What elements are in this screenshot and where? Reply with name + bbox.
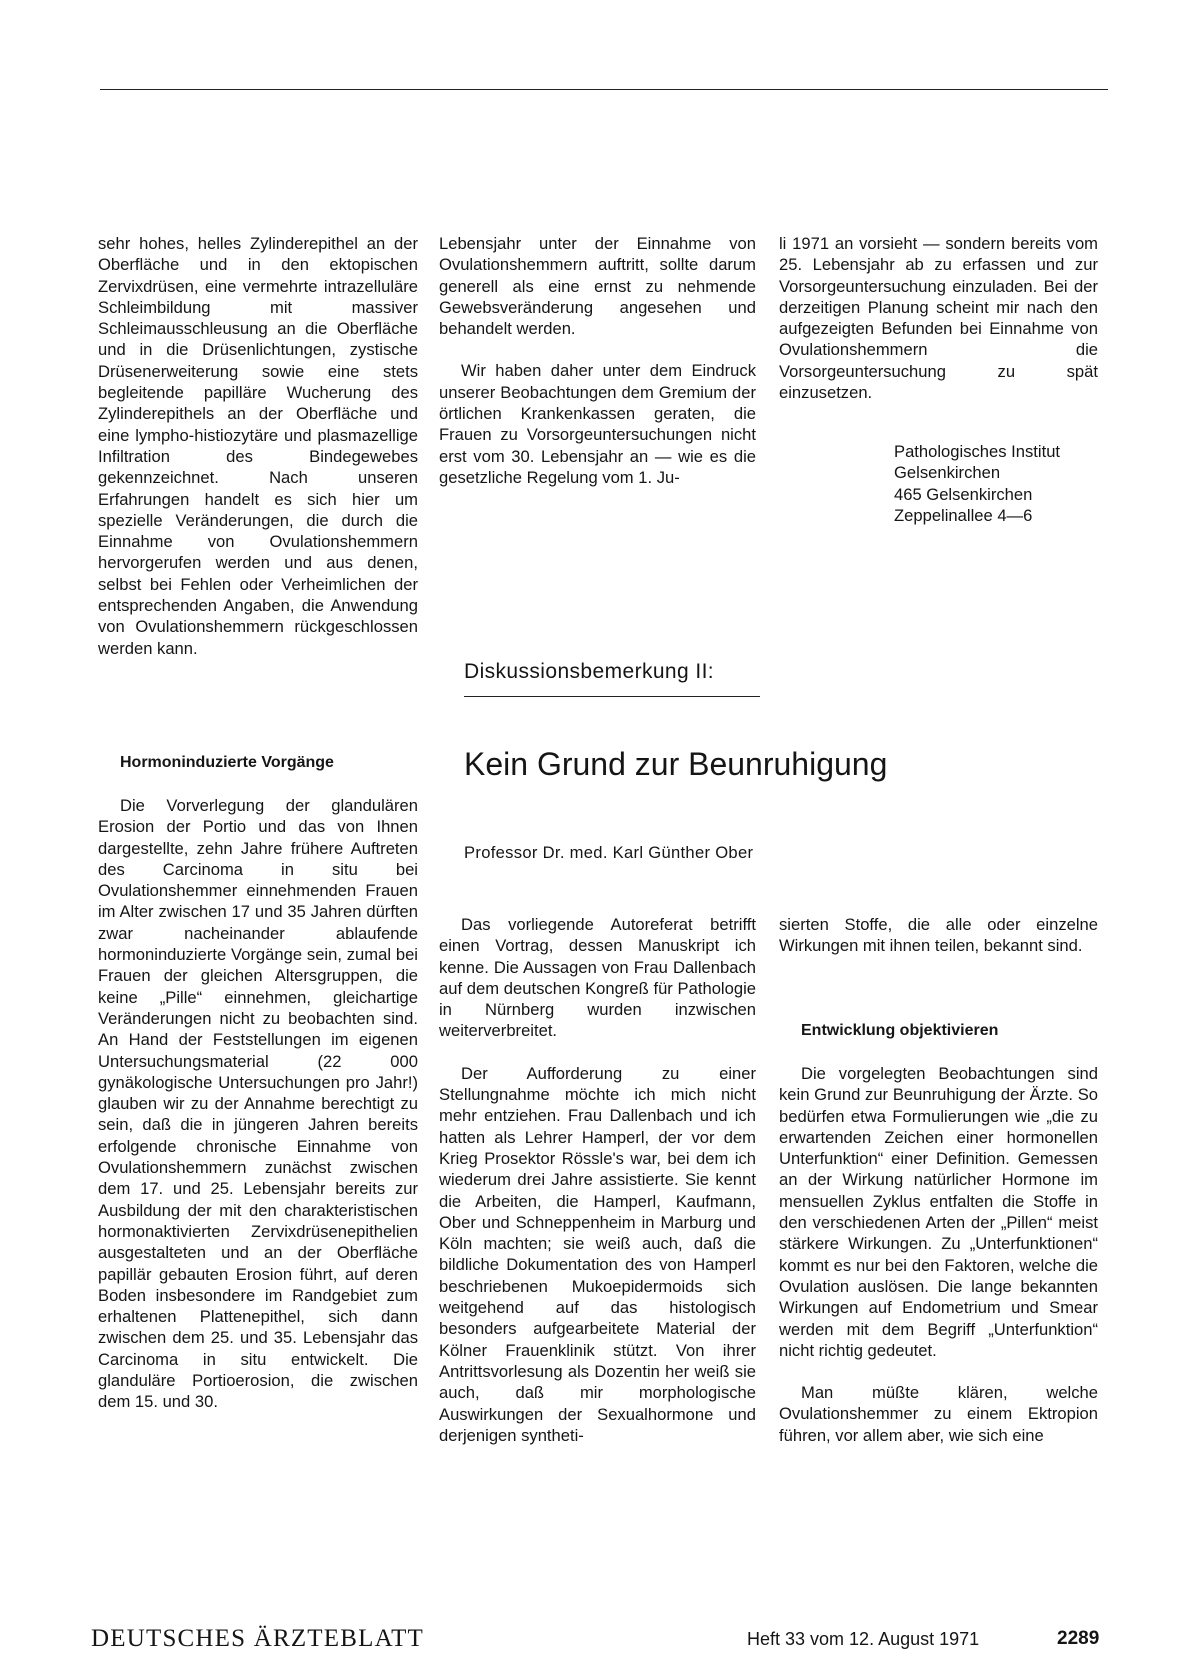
- header-rule: [100, 89, 1108, 90]
- paragraph: Die vorgelegten Beobachtungen sind kein Grund zur Beunruhigung der Ärzte. So bedürfen etwa Formulierungen wie „die zu erwartenden Zeichen einer hormonellen Unterfunktion“ einer Definition. Gemessen an der Wirkung natürlicher Hormone im mensuellen Zyklus entfalten die Stoffe in den verschiedenen Arten der „Pillen“ meist stärkere Wirkungen. Zu „Unterfunktionen“ kommt es nur bei den Faktoren, welche die Ovulation auslösen. Die lange bekannten Wirkungen auf Endometrium und Smear werden mit dem Begriff „Unterfunktion“ nicht richtig gedeutet.: [779, 1064, 1098, 1360]
- article-title: Kein Grund zur Beunruhigung: [464, 746, 888, 782]
- affiliation-line: 465 Gelsenkirchen: [894, 484, 1033, 504]
- column-1-subhead: [98, 752, 418, 773]
- affiliation-line: Pathologisches Institut: [894, 442, 1061, 461]
- paragraph: li 1971 an vorsieht — sondern bereits vom 25. Lebensjahr ab zu erfassen und zur Vorsorgeuntersuchung einzuladen. Bei der derzeitigen Planung scheint mir nach den aufgezeigten Befunden bei Einnahme von Ovulationshemmern die Vorsorgeuntersuchung zu spät einzusetzen.: [779, 234, 1098, 403]
- paragraph: sehr hohes, helles Zylinderepithel an der Oberfläche und in den ektopischen Zervixdrüsen, eine vermehrte intrazelluläre Schleimbildung mit massiver Schleimausschleusung an die Oberfläche und in die Drüsenlichtungen, zystische Drüsenerweiterung sowie eine stets begleitende papilläre Wucherung des Zylinderepithels an der Oberfläche und eine lympho-histiozytäre und plasmazellige Infiltration des Bindegewebes gekennzeichnet. Nach unseren Erfahrungen handelt es sich hier um spezielle Veränderungen, die durch die Einnahme von Ovulationshemmern hervorgerufen werden und aus denen, selbst bei Fehlen oder Verheimlichen der entsprechenden Angaben, die Anwendung von Ovulationshemmern rückgeschlossen werden kann.: [98, 234, 418, 658]
- discussion-label: Diskussionsbemerkung II:: [464, 660, 715, 683]
- page-number: 2289: [1057, 1628, 1100, 1649]
- column-3-bottom: [779, 914, 1098, 957]
- journal-name: DEUTSCHES ÄRZTEBLATT: [91, 1625, 425, 1652]
- discussion-rule: [464, 696, 760, 697]
- paragraph: Der Aufforderung zu einer Stellungnahme möchte ich mich nicht mehr entziehen. Frau Dallenbach und ich hatten als Lehrer Hamperl, der vor dem Krieg Prosektor Rössle's war, bei dem ich wiederum drei Jahre assistierte. Sie kennt die Arbeiten, die Hamperl, Kaufmann, Ober und Schneppenheim in Marburg und Köln machten; sie weiß auch, daß die bildliche Dokumentation des von Hamperl beschriebenen Mukoepidermoids sich weitgehend auf das histologisch besonders aufgearbeitete Material der Kölner Frauenklinik stützt. Von ihrer Antrittsvorlesung als Dozentin her weiß sie auch, daß mir morphologische Auswirkungen der Sexualhormone und derjenigen syntheti-: [439, 1063, 756, 1445]
- affiliation-block: [894, 441, 1060, 526]
- column-2-top: [439, 233, 756, 488]
- issue-info: Heft 33 vom 12. August 1971: [747, 1629, 980, 1649]
- column-1-top: [98, 233, 418, 659]
- article-author: Professor Dr. med. Karl Günther Ober: [464, 843, 754, 862]
- section-heading-entwicklung: Entwicklung objektivieren: [801, 1022, 999, 1039]
- column-1-bottom: [98, 795, 418, 1413]
- column-3-top: [779, 233, 1098, 403]
- column-3-body: [779, 1063, 1098, 1446]
- column-2-bottom: [439, 914, 756, 1446]
- section-heading-hormone: Hormoninduzierte Vorgänge: [120, 754, 334, 771]
- affiliation-line: Zeppelinallee 4—6: [894, 505, 1033, 525]
- paragraph: sierten Stoffe, die alle oder einzelne Wirkungen mit ihnen teilen, bekannt sind.: [779, 915, 1098, 956]
- column-3-subhead: [779, 1020, 1098, 1041]
- paragraph: Man müßte klären, welche Ovulationshemmer zu einem Ektropion führen, vor allem aber, wie sich eine: [779, 1383, 1098, 1445]
- paragraph: Lebensjahr unter der Einnahme von Ovulationshemmern auftritt, sollte darum generell als eine ernst zu nehmende Gewebsveränderung angesehen und behandelt werden.: [439, 234, 756, 339]
- paragraph: Das vorliegende Autoreferat betrifft einen Vortrag, dessen Manuskript ich kenne. Die Aussagen von Frau Dallenbach auf dem deutschen Kongreß für Pathologie in Nürnberg wurden inzwischen weiterverbreitet.: [439, 915, 756, 1041]
- affiliation-line: Gelsenkirchen: [894, 463, 1001, 483]
- paragraph: Die Vorverlegung der glandulären Erosion der Portio und das von Ihnen dargestellte, zehn Jahre frühere Auftreten des Carcinoma in situ bei Ovulationshemmer einnehmenden Frauen im Alter zwischen 17 und 35 Jahren dürften zwar nacheinander ablaufende hormoninduzierte Vorgänge sein, zumal bei Frauen der gleichen Altersgruppen, die keine „Pille“ einnehmen, gleichartige Veränderungen nicht zu beobachten sind. An Hand der Feststellungen im eigenen Untersuchungsmaterial (22 000 gynäkologische Untersuchungen pro Jahr!) glauben wir zu der Annahme berechtigt zu sein, daß die in jüngeren Jahren bereits erfolgende chronische Einnahme von Ovulationshemmern zunächst zwischen dem 17. und 25. Lebensjahr bereits zur Ausbildung der mit den charakteristischen hormonaktivierten Zervixdrüsenepithelien ausgestalteten und an der Oberfläche papillär gebauten Erosion führt, auf deren Boden insbesondere im Randgebiet zum erhaltenen Plattenepithel, sich dann zwischen dem 25. und 35. Lebensjahr das Carcinoma in situ entwickelt. Die glanduläre Portioerosion, die zwischen dem 15. und 30.: [98, 796, 418, 1412]
- paragraph: Wir haben daher unter dem Eindruck unserer Beobachtungen dem Gremium der örtlichen Krankenkassen geraten, die Frauen zu Vorsorgeuntersuchungen nicht erst vom 30. Lebensjahr an — wie es die gesetzliche Regelung vom 1. Ju-: [439, 361, 756, 487]
